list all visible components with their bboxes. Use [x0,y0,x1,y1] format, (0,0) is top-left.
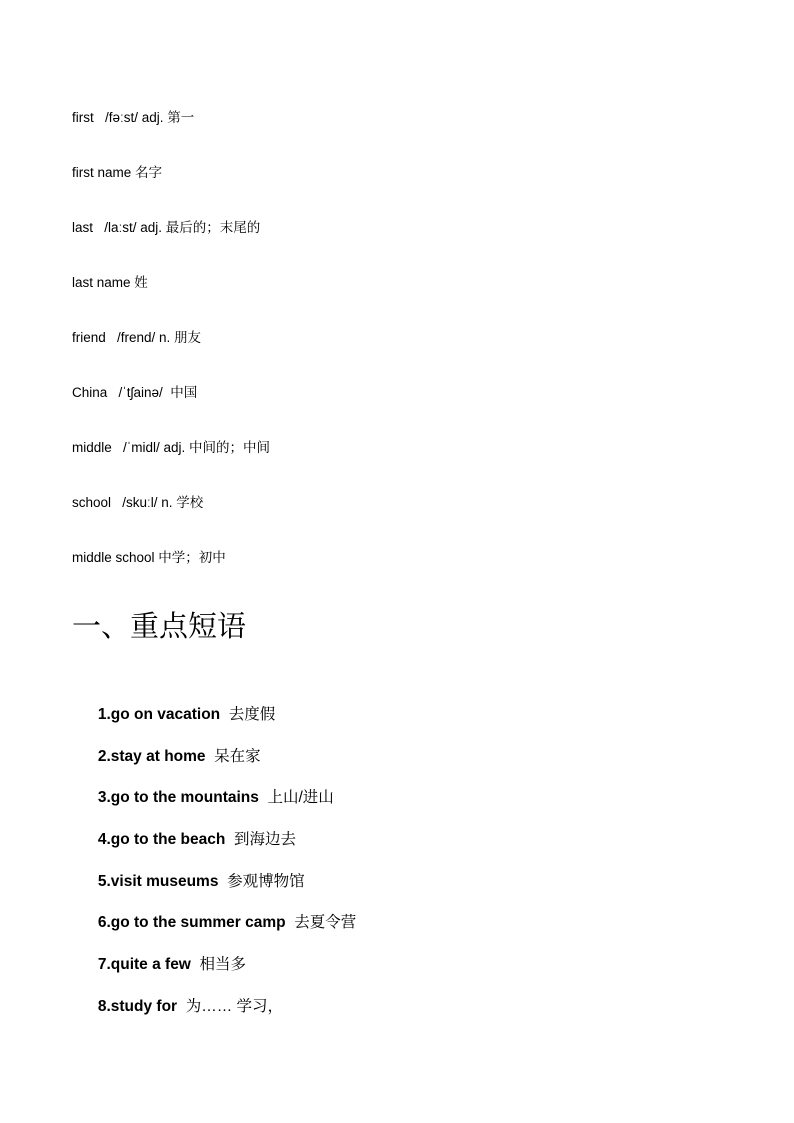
phrase-item [72,765,722,807]
phrase-item [72,682,722,723]
phrase-chinese: 去夏令营 [294,914,357,932]
phrase-item [72,932,722,974]
phrase-chinese: 到海边去 [233,831,296,849]
phrase-english: 6.go to the summer camp [97,914,286,932]
phrase-list [72,682,722,1016]
phrase-chinese: 去度假 [228,706,276,723]
phrase-english: 3.go to the mountains [97,789,259,807]
vocab-entry: first name 名字 [72,165,163,180]
phrase-english: 1.go on vacation [97,706,221,723]
phrase-chinese: 相当多 [199,956,247,974]
phrase-english: 2.stay at home [97,747,206,765]
phrase-english: 7.quite a few [97,956,191,974]
vocabulary-list [72,108,722,603]
phrase-english: 5.visit museums [97,872,219,890]
phrase-item [72,807,722,849]
vocab-entry: China /ˈtʃainə/ 中国 [72,385,198,400]
phrase-chinese: 参观博物馆 [227,872,305,890]
phrase-english: 8.study for [97,997,178,1015]
phrase-chinese: 为…… 学习， [185,997,284,1015]
vocab-entry: friend /frend/ n. 朋友 [72,330,202,345]
phrase-chinese: 上山/进山 [267,789,334,807]
section-heading: 一、重点短语 [72,609,247,643]
vocab-entry: last /laːst/ adj. 最后的；末尾的 [72,220,261,235]
phrase-chinese: 呆在家 [214,747,261,765]
phrase-item [72,890,722,932]
phrase-english: 4.go to the beach [97,831,226,849]
phrase-item [72,849,722,890]
vocab-entry: school /skuːl/ n. 学校 [72,495,204,510]
vocab-entry: last name 姓 [72,275,148,290]
phrase-item [72,974,722,1015]
phrase-item [72,724,722,765]
vocab-entry: middle /ˈmidl/ adj. 中间的；中间 [72,440,271,455]
vocab-entry: first /fəːst/ adj. 第一 [72,110,195,125]
vocab-entry: middle school 中学；初中 [72,550,226,565]
